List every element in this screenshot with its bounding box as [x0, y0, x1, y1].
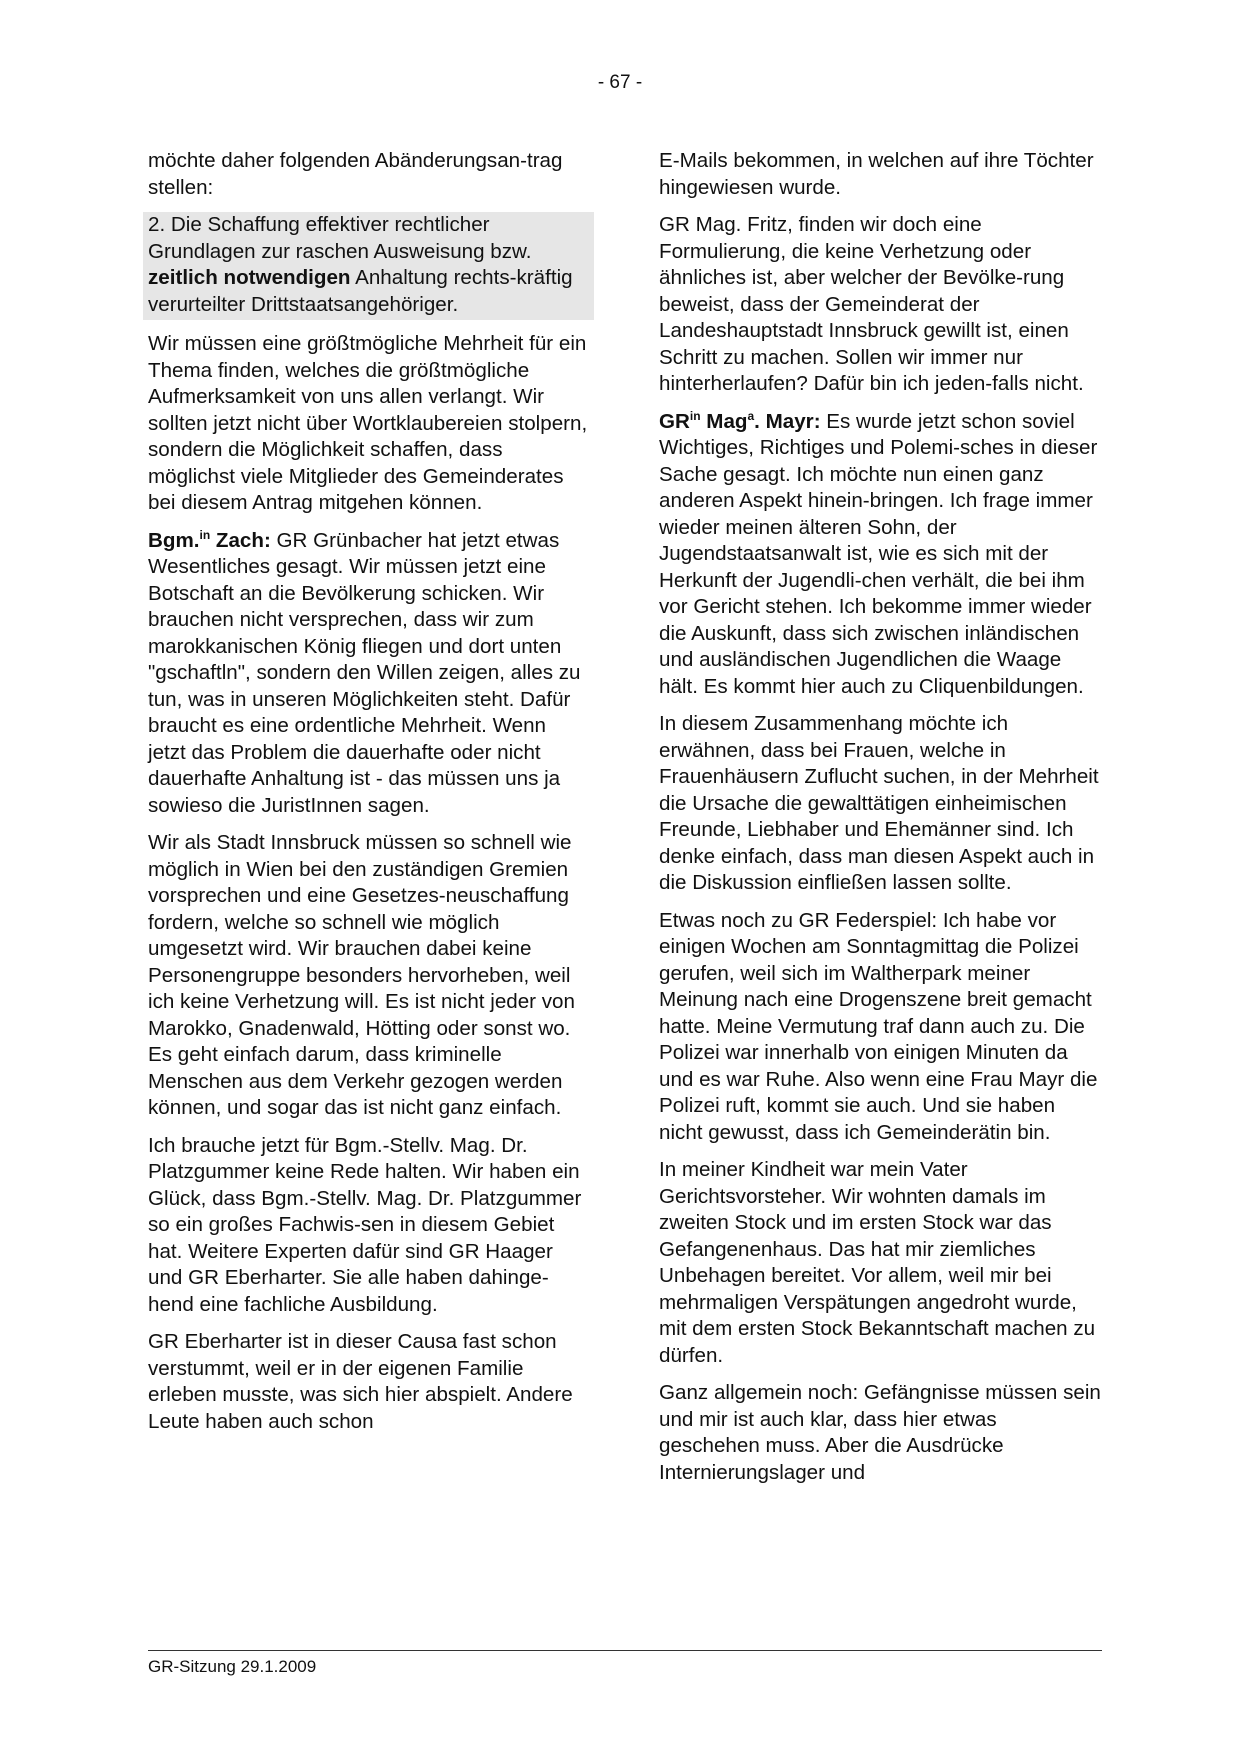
paragraph: möchte daher folgenden Abänderungsan-trag stellen: [148, 149, 563, 199]
speech-text: GR Grünbacher hat jetzt etwas Wesentliches gesagt. Wir müssen jetzt eine Botschaft an die Bevölkerung schicken. Wir brauchen nicht versprechen, dass wir zum marokkanischen König fliegen und dort unten "gschaftln", sondern den Willen zeigen, alles zu tun, was in unseren Möglichkeiten steht. Dafür braucht es eine ordentliche Mehrheit. Wenn jetzt das Problem die dauerhafte oder nicht dauerhafte Anhaltung ist - das müssen uns ja sowieso die JuristInnen sagen. [148, 528, 581, 817]
paragraph: Ganz allgemein noch: Gefängnisse müssen sein und mir ist auch klar, dass hier etwas geschehen muss. Aber die Ausdrücke Internierungslager und [659, 1381, 1101, 1484]
paragraph: Wir müssen eine größtmögliche Mehrheit für ein Thema finden, welches die größtmögliche Aufmerksamkeit von uns allen verlangt. Wir sollten jetzt nicht über Wortklaubereien stolpern, sondern die Möglichkeit schaffen, dass möglichst viele Mitglieder des Gemeinderates bei diesem Antrag mitgehen können. [148, 332, 588, 514]
paragraph: Wir als Stadt Innsbruck müssen so schnell wie möglich in Wien bei den zuständigen Gremien vorsprechen und eine Gesetzes-neuschaffung fordern, welche so schnell wie möglich umgesetzt wird. Wir brauchen dabei keine Personengruppe besonders hervorheben, weil ich keine Verhetzung will. Es ist nicht jeder von Marokko, Gnadenwald, Hötting oder sonst wo. Es geht einfach darum, dass kriminelle Menschen aus dem Verkehr gezogen werden können, und sogar das ist nicht ganz einfach. [148, 831, 575, 1119]
paragraph: Etwas noch zu GR Federspiel: Ich habe vor einigen Wochen am Sonntagmittag die Polizei gerufen, weil sich im Waltherpark meiner Meinung nach eine Drogenszene breit gemacht hatte. Meine Vermutung traf dann auch zu. Die Polizei war innerhalb von einigen Minuten da und es war Ruhe. Also wenn eine Frau Mayr die Polizei ruft, kommt sie auch. Und sie haben nicht gewusst, dass ich Gemeinderätin bin. [659, 908, 1098, 1144]
highlighted-motion [143, 212, 594, 320]
speaker-name: Bgm.$^{in}$ Zach: [148, 527, 271, 552]
speaker-paragraph [659, 409, 1102, 701]
footer-text: GR-Sitzung 29.1.2009 [148, 1657, 317, 1676]
paragraph: In diesem Zusammenhang möchte ich erwähnen, dass bei Frauen, welche in Frauenhäusern Zuflucht suchen, in der Mehrheit die Ursache die gewalttätigen einheimischen Freunde, Liebhaber und Ehemänner sind. Ich denke einfach, dass man diesen Aspekt auch in die Diskussion einfließen lassen sollte. [659, 712, 1099, 894]
motion-text-start: 2. Die Schaffung effektiver rechtlicher Grundlagen zur raschen Ausweisung bzw. [148, 213, 532, 263]
motion-text-end: Anhaltung rechts-kräftig verurteilter Drittstaatsangehöriger. [148, 266, 573, 316]
footer-divider [148, 1650, 1102, 1651]
speech-text: Es wurde jetzt schon soviel Wichtiges, Richtiges und Polemi-sches in dieser Sache gesagt. Ich möchte nun einen ganz anderen Aspekt hinein-bringen. Ich frage immer wieder meinen älteren Sohn, der Jugendstaatsanwalt ist, wie es sich mit der Herkunft der Jugendli-chen verhält, die bei ihm vor Gericht stehen. Ich bekomme immer wieder die Auskunft, dass sich zwischen inländischen und ausländischen Jugendlichen die Waage hält. Es kommt hier auch zu Cliquenbildungen. [659, 409, 1098, 698]
right-column [659, 148, 1102, 1497]
left-column [148, 148, 588, 1446]
paragraph: GR Eberharter ist in dieser Causa fast schon verstummt, weil er in der eigenen Familie erleben musste, was sich hier abspielt. Andere Leute haben auch schon [148, 1330, 573, 1433]
speaker-name: $GR^{in}$ Mag$^a$. Mayr: [659, 408, 821, 433]
motion-bold-phrase: zeitlich notwendigen [148, 266, 351, 289]
paragraph: In meiner Kindheit war mein Vater Gerichtsvorsteher. Wir wohnten damals im zweiten Stock und im ersten Stock war das Gefangenenhaus. Das hat mir ziemliches Unbehagen bereitet. Vor allem, weil mir bei mehrmaligen Verspätungen angedroht wurde, mit dem ersten Stock Bekanntschaft machen zu dürfen. [659, 1158, 1096, 1367]
paragraph: Ich brauche jetzt für Bgm.-Stellv. Mag. Dr. Platzgummer keine Rede halten. Wir haben ein Glück, dass Bgm.-Stellv. Mag. Dr. Platzgummer so ein großes Fachwis-sen in diesem Gebiet hat. Weitere Experten dafür sind GR Haager und GR Eberharter. Sie alle haben dahinge-hend eine fachliche Ausbildung. [148, 1133, 582, 1316]
paragraph: E-Mails bekommen, in welchen auf ihre Töchter hingewiesen wurde. [659, 149, 1094, 199]
page-number: - 67 - [597, 72, 643, 93]
paragraph: GR Mag. Fritz, finden wir doch eine Formulierung, die keine Verhetzung oder ähnliches ist, aber welcher der Bevölke-rung beweist, dass der Gemeinderat der Landeshauptstadt Innsbruck gewillt ist, einen Schritt zu machen. Sollen wir immer nur hinterherlaufen? Dafür bin ich jeden-falls nicht. [659, 213, 1084, 395]
speaker-paragraph [148, 528, 588, 820]
